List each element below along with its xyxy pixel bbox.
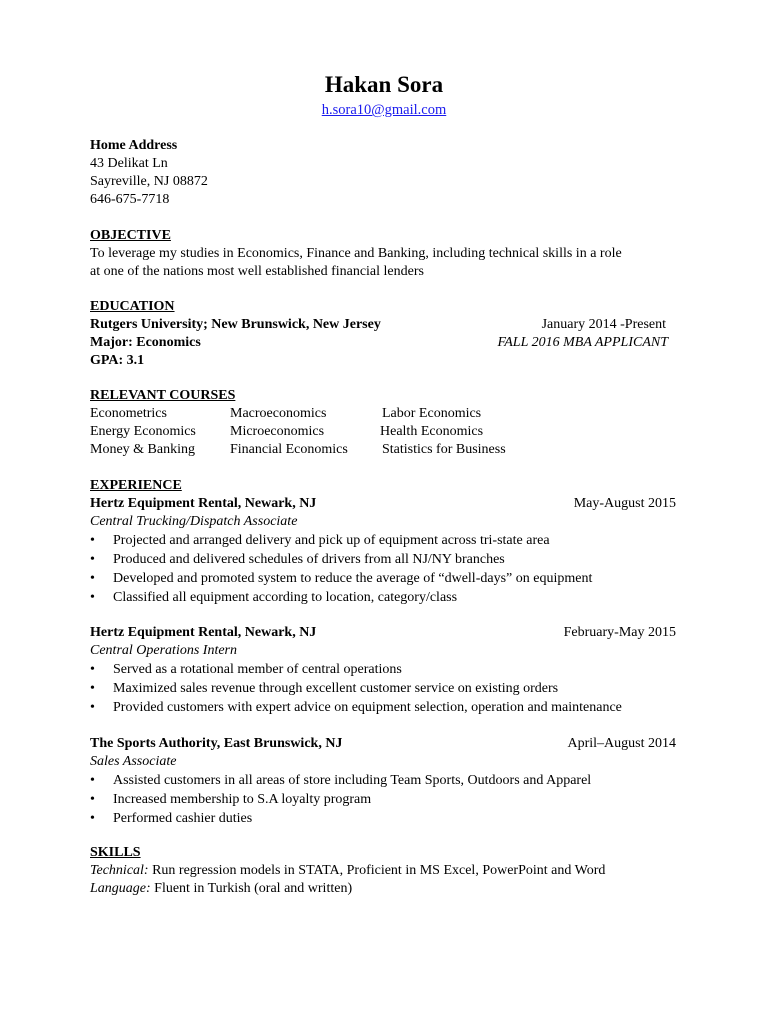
job-bullet: • Served as a rotational member of central operations <box>90 662 402 677</box>
courses-heading: RELEVANT COURSES <box>90 388 236 403</box>
course-item: Energy Economics <box>90 424 196 439</box>
objective-text-line-1: To leverage my studies in Economics, Finance and Banking, including technical skills in a role <box>90 246 622 261</box>
course-row <box>90 423 680 441</box>
objective-text-line-2: at one of the nations most well established financial lenders <box>90 264 424 279</box>
course-item: Health Economics <box>380 424 484 439</box>
school-name: Rutgers University; New Brunswick, New Jersey <box>90 317 381 332</box>
mba-note: FALL 2016 MBA APPLICANT <box>497 335 668 350</box>
address-label: Home Address <box>90 138 178 153</box>
job-employer: The Sports Authority, East Brunswick, NJ <box>90 736 343 751</box>
job-entry <box>90 735 676 828</box>
course-item: Money & Banking <box>90 442 195 457</box>
major: Major: Economics <box>90 335 201 350</box>
bullet-icon: • <box>90 552 95 567</box>
candidate-name: Hakan Sora <box>324 72 444 97</box>
address-street: 43 Delikat Ln <box>90 156 168 171</box>
bullet-icon: • <box>90 792 95 807</box>
technical-text: Run regression models in STATA, Proficient in MS Excel, PowerPoint and Word <box>148 863 606 878</box>
bullet-icon: • <box>90 590 95 605</box>
education-heading: EDUCATION <box>90 299 175 314</box>
job-employer: Hertz Equipment Rental, Newark, NJ <box>90 496 317 511</box>
bullet-icon: • <box>90 700 95 715</box>
course-item: Statistics for Business <box>382 442 506 457</box>
bullet-icon: • <box>90 571 95 586</box>
course-row <box>90 441 680 459</box>
job-bullet: • Developed and promoted system to reduce the average of “dwell-days” on equipment <box>90 571 593 586</box>
bullet-icon: • <box>90 681 95 696</box>
language-text: Fluent in Turkish (oral and written) <box>150 881 353 896</box>
job-entry <box>90 495 676 607</box>
experience-section <box>90 477 680 495</box>
address-city: Sayreville, NJ 08872 <box>90 174 208 189</box>
address-section <box>90 137 680 209</box>
job-title: Central Trucking/Dispatch Associate <box>90 514 298 529</box>
skill-technical <box>90 862 680 880</box>
job-bullet: • Classified all equipment according to location, category/class <box>90 590 458 605</box>
job-bullet: • Performed cashier duties <box>90 811 253 826</box>
job-bullet: • Maximized sales revenue through excellent customer service on existing orders <box>90 681 559 696</box>
gpa: GPA: 3.1 <box>90 353 145 368</box>
course-item: Financial Economics <box>230 442 348 457</box>
bullet-icon: • <box>90 662 95 677</box>
course-item: Microeconomics <box>230 424 325 439</box>
objective-section <box>90 227 680 281</box>
objective-heading: OBJECTIVE <box>90 228 171 243</box>
job-entry <box>90 624 676 717</box>
job-title: Central Operations Intern <box>90 643 237 658</box>
job-bullet: • Assisted customers in all areas of store including Team Sports, Outdoors and Apparel <box>90 773 592 788</box>
job-dates: April–August 2014 <box>567 736 676 751</box>
course-item: Macroeconomics <box>230 406 327 421</box>
technical-label: Technical: <box>90 863 149 878</box>
job-bullet: • Produced and delivered schedules of drivers from all NJ/NY branches <box>90 552 505 567</box>
bullet-icon: • <box>90 773 95 788</box>
job-bullet: • Increased membership to S.A loyalty program <box>90 792 372 807</box>
education-dates: January 2014 -Present <box>541 317 666 332</box>
bullet-icon: • <box>90 533 95 548</box>
job-title: Sales Associate <box>90 754 177 769</box>
skills-heading: SKILLS <box>90 845 141 860</box>
course-item: Econometrics <box>90 406 167 421</box>
courses-section <box>90 387 680 459</box>
email-link[interactable]: h.sora10@gmail.com <box>321 102 447 118</box>
experience-heading: EXPERIENCE <box>90 478 182 493</box>
phone-number: 646-675-7718 <box>90 192 170 207</box>
course-item: Labor Economics <box>382 406 482 421</box>
job-employer: Hertz Equipment Rental, Newark, NJ <box>90 625 317 640</box>
skill-language <box>90 880 680 898</box>
language-label: Language: <box>90 881 151 896</box>
job-dates: February-May 2015 <box>563 625 676 640</box>
job-bullet: • Projected and arranged delivery and pick up of equipment across tri-state area <box>90 533 550 548</box>
job-dates: May-August 2015 <box>573 496 676 511</box>
bullet-icon: • <box>90 811 95 826</box>
job-bullet: • Provided customers with expert advice on equipment selection, operation and maintenance <box>90 700 622 715</box>
education-section <box>90 298 674 370</box>
skills-section <box>90 844 680 898</box>
course-row <box>90 405 680 423</box>
